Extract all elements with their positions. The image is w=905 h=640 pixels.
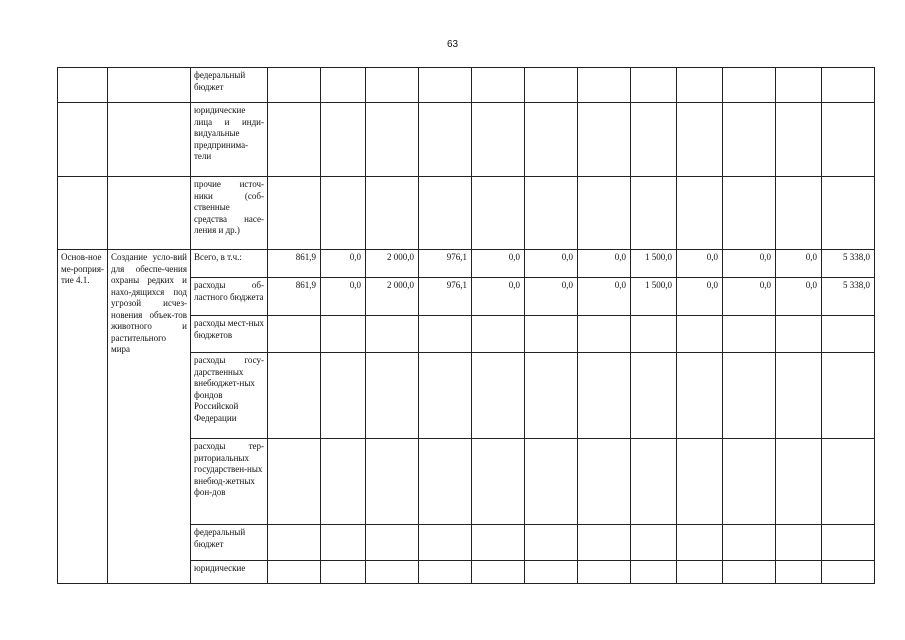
value-cell — [366, 525, 419, 561]
value-cell — [822, 561, 875, 584]
source-cell: расходы тер-риториальных государствен-ных внебюд-жетных фон-дов — [191, 439, 268, 525]
value-cell — [321, 316, 366, 353]
value-cell — [472, 316, 525, 353]
value-cell: 0,0 — [472, 278, 525, 316]
value-cell — [525, 353, 578, 439]
value-cell — [268, 439, 321, 525]
table-row — [58, 68, 875, 103]
value-cell — [677, 561, 723, 584]
value-cell — [321, 525, 366, 561]
value-cell: 0,0 — [677, 250, 723, 278]
source-cell: расходы госу-дарственных внебюджет-ных фондов Российской Федерации — [191, 353, 268, 439]
value-cell — [677, 439, 723, 525]
value-cell — [366, 353, 419, 439]
value-cell — [822, 353, 875, 439]
value-cell — [419, 353, 472, 439]
value-cell — [723, 316, 776, 353]
value-cell: 0,0 — [472, 250, 525, 278]
value-cell — [366, 316, 419, 353]
value-cell: 0,0 — [525, 278, 578, 316]
value-cell — [776, 353, 822, 439]
value-cell: 861,9 — [268, 278, 321, 316]
name-cell — [108, 103, 191, 177]
value-cell — [525, 439, 578, 525]
value-cell — [525, 525, 578, 561]
value-cell — [822, 439, 875, 525]
name-cell — [108, 68, 191, 103]
value-cell: 0,0 — [677, 278, 723, 316]
value-cell — [776, 439, 822, 525]
value-cell — [631, 353, 677, 439]
value-cell — [268, 316, 321, 353]
value-cell — [419, 439, 472, 525]
value-cell: 5 338,0 — [822, 278, 875, 316]
value-cell — [472, 439, 525, 525]
value-cell — [776, 561, 822, 584]
value-cell: 0,0 — [723, 250, 776, 278]
value-cell — [677, 353, 723, 439]
value-cell: 1 500,0 — [631, 250, 677, 278]
source-cell: Всего, в т.ч.: — [191, 250, 268, 278]
value-cell — [776, 525, 822, 561]
table-row — [58, 250, 875, 278]
value-cell — [419, 316, 472, 353]
value-cell — [578, 525, 631, 561]
value-cell — [419, 561, 472, 584]
source-cell: федеральный бюджет — [191, 68, 268, 103]
value-cell: 2 000,0 — [366, 250, 419, 278]
source-cell: прочие источ-ники (соб-ственные средства насе-ления и др.) — [191, 177, 268, 250]
value-cell: 0,0 — [578, 250, 631, 278]
measure-code: Основ-ное ме-роприя-тие 4.1. — [58, 250, 108, 584]
value-cell — [578, 561, 631, 584]
value-cell — [472, 561, 525, 584]
value-cell — [631, 525, 677, 561]
value-cell: 976,1 — [419, 278, 472, 316]
source-cell: расходы мест-ных бюджетов — [191, 316, 268, 353]
value-cell — [723, 525, 776, 561]
value-cell: 861,9 — [268, 250, 321, 278]
value-cell: 1 500,0 — [631, 278, 677, 316]
value-cell — [631, 561, 677, 584]
code-cell — [58, 68, 108, 103]
value-cell: 0,0 — [525, 250, 578, 278]
value-cell — [723, 353, 776, 439]
source-cell: юридические лица и инди-видуальные предпринима-тели — [191, 103, 268, 177]
value-cell — [525, 316, 578, 353]
value-cell: 0,0 — [776, 250, 822, 278]
value-cell — [822, 316, 875, 353]
value-cell: 0,0 — [321, 278, 366, 316]
value-cell — [723, 561, 776, 584]
measure-name: Создание усло-вий для обеспе-чения охраны редких и нахо-дящихся под угрозой исчез-новения объек-тов животного и растительного мира — [108, 250, 191, 584]
value-cell — [631, 316, 677, 353]
value-cell: 976,1 — [419, 250, 472, 278]
code-cell — [58, 177, 108, 250]
source-cell: юридические — [191, 561, 268, 584]
value-cell — [677, 316, 723, 353]
value-cell — [321, 561, 366, 584]
value-cell — [822, 525, 875, 561]
table-row — [58, 103, 875, 177]
value-cell: 0,0 — [723, 278, 776, 316]
value-cell — [472, 525, 525, 561]
value-cell — [472, 353, 525, 439]
source-cell: расходы об-ластного бюджета — [191, 278, 268, 316]
value-cell — [677, 525, 723, 561]
code-cell — [58, 103, 108, 177]
value-cell — [321, 353, 366, 439]
value-cell — [723, 439, 776, 525]
value-cell: 0,0 — [776, 278, 822, 316]
value-cell: 0,0 — [578, 278, 631, 316]
table-row — [58, 177, 875, 250]
value-cell: 5 338,0 — [822, 250, 875, 278]
value-cell — [268, 353, 321, 439]
value-cell — [321, 439, 366, 525]
value-cell — [268, 561, 321, 584]
value-cell — [578, 439, 631, 525]
value-cell — [366, 439, 419, 525]
name-cell — [108, 177, 191, 250]
budget-table — [57, 67, 875, 584]
page-number: 63 — [446, 39, 459, 50]
value-cell: 0,0 — [321, 250, 366, 278]
source-cell: федеральный бюджет — [191, 525, 268, 561]
value-cell: 2 000,0 — [366, 278, 419, 316]
value-cell — [776, 316, 822, 353]
value-cell — [578, 316, 631, 353]
value-cell — [631, 439, 677, 525]
value-cell — [578, 353, 631, 439]
value-cell — [525, 561, 578, 584]
value-cell — [419, 525, 472, 561]
value-cell — [366, 561, 419, 584]
value-cell — [268, 525, 321, 561]
